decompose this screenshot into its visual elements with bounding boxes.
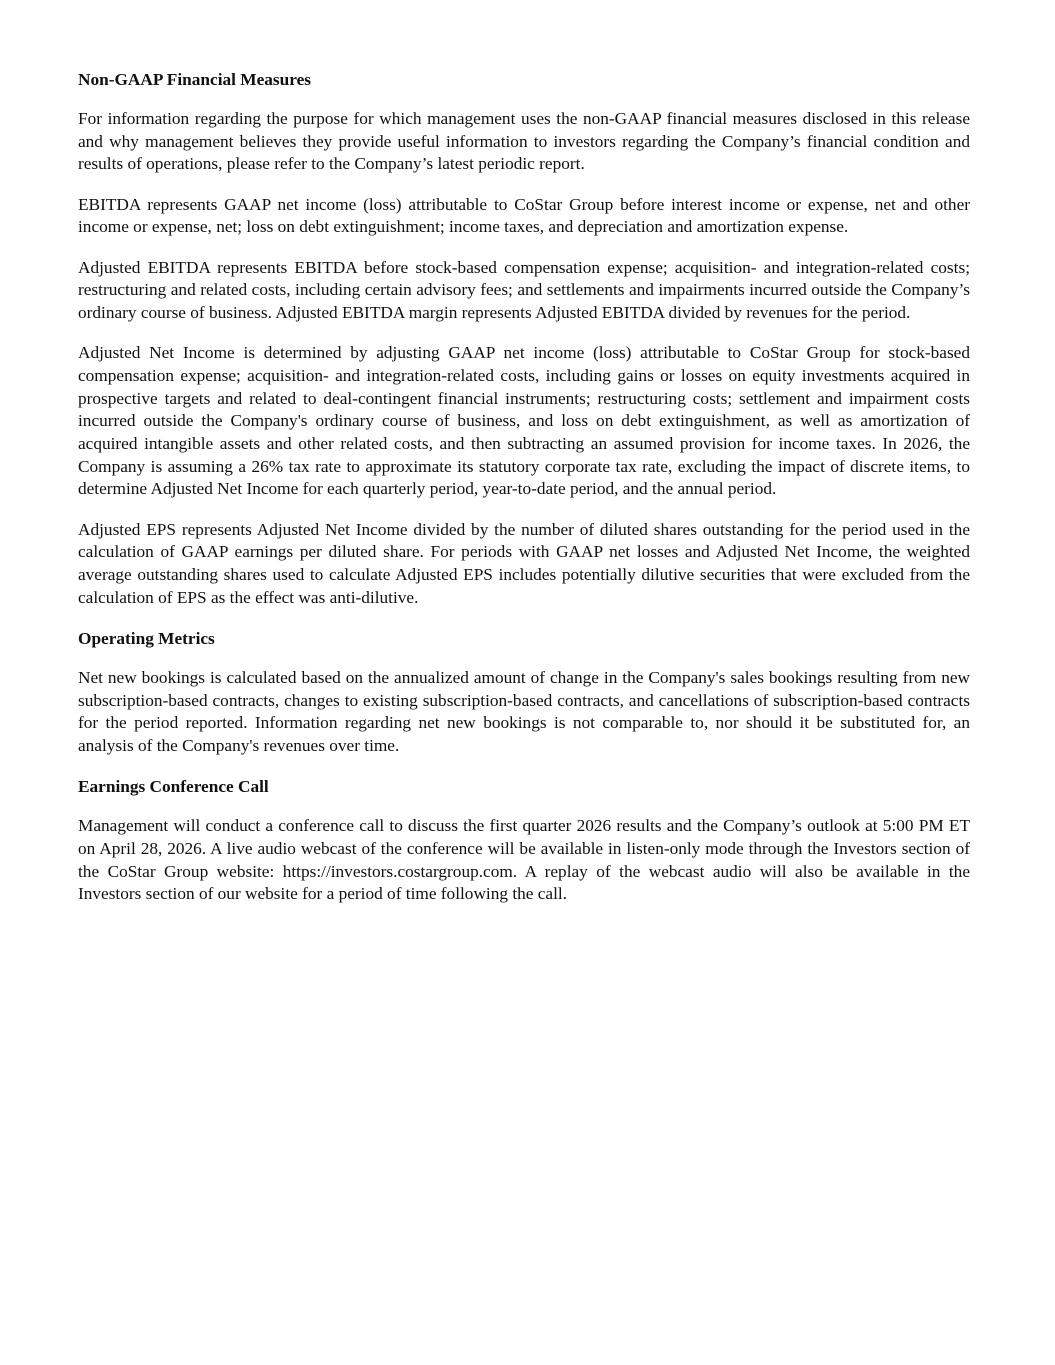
section-non-gaap-financial-measures: [78, 68, 970, 609]
paragraph-net-new-bookings: Net new bookings is calculated based on the annualized amount of change in the Company's sales bookings resulting from new subscription-based contracts, changes to existing subscription-based contracts, and cancellations of subscription-based contracts for the period reported. Information regarding net new bookings is not comparable to, nor should it be substituted for, an analysis of the Company's revenues over time.: [78, 667, 970, 755]
section-heading: Earnings Conference Call: [78, 777, 269, 797]
section-heading: Operating Metrics: [78, 628, 215, 648]
document-page: [78, 68, 970, 923]
paragraph-adjusted-eps-definition: Adjusted EPS represents Adjusted Net Income divided by the number of diluted shares outstanding for the period used in the calculation of GAAP earnings per diluted share. For periods with GAAP net losses and Adjusted Net Income, the weighted average outstanding shares used to calculate Adjusted EPS includes potentially dilutive securities that were excluded from the calculation of EPS as the effect was anti-dilutive.: [78, 519, 970, 607]
paragraph-conference-call-details: Management will conduct a conference call to discuss the first quarter 2026 results and the Company’s outlook at 5:00 PM ET on April 28, 2026. A live audio webcast of the conference will be available in listen-only mode through the Investors section of the CoStar Group website: https://investors.costargroup.com. A replay of the webcast audio will also be available in the Investors section of our website for a period of time following the call.: [78, 816, 970, 904]
paragraph-ebitda-definition: EBITDA represents GAAP net income (loss) attributable to CoStar Group before interest income or expense, net and other income or expense, net; loss on debt extinguishment; income taxes, and depreciation and amortization expense.: [78, 194, 970, 237]
paragraph-adjusted-net-income-definition: Adjusted Net Income is determined by adjusting GAAP net income (loss) attributable to CoStar Group for stock-based compensation expense; acquisition- and integration-related costs, including gains or losses on equity investments acquired in prospective targets and related to deal-contingent financial instruments; restructuring costs; settlement and impairment costs incurred outside the Company's ordinary course of business, and loss on debt extinguishment, as well as amortization of acquired intangible assets and other related costs, and then subtracting an assumed provision for income taxes. In 2026, the Company is assuming a 26% tax rate to approximate its statutory corporate tax rate, excluding the impact of discrete items, to determine Adjusted Net Income for each quarterly period, year-to-date period, and the annual period.: [78, 343, 970, 499]
paragraph-adjusted-ebitda-definition: Adjusted EBITDA represents EBITDA before stock-based compensation expense; acquisition- and integration-related costs; restructuring and related costs, including certain advisory fees; and settlements and impairments incurred outside the Company’s ordinary course of business. Adjusted EBITDA margin represents Adjusted EBITDA divided by revenues for the period.: [78, 257, 970, 322]
section-operating-metrics: [78, 627, 970, 758]
paragraph-non-gaap-purpose: For information regarding the purpose for which management uses the non-GAAP financial measures disclosed in this release and why management believes they provide useful information to investors regarding the Company’s financial condition and results of operations, please refer to the Company’s latest periodic report.: [78, 109, 970, 174]
section-earnings-conference-call: [78, 775, 970, 906]
section-heading: Non-GAAP Financial Measures: [78, 70, 311, 89]
